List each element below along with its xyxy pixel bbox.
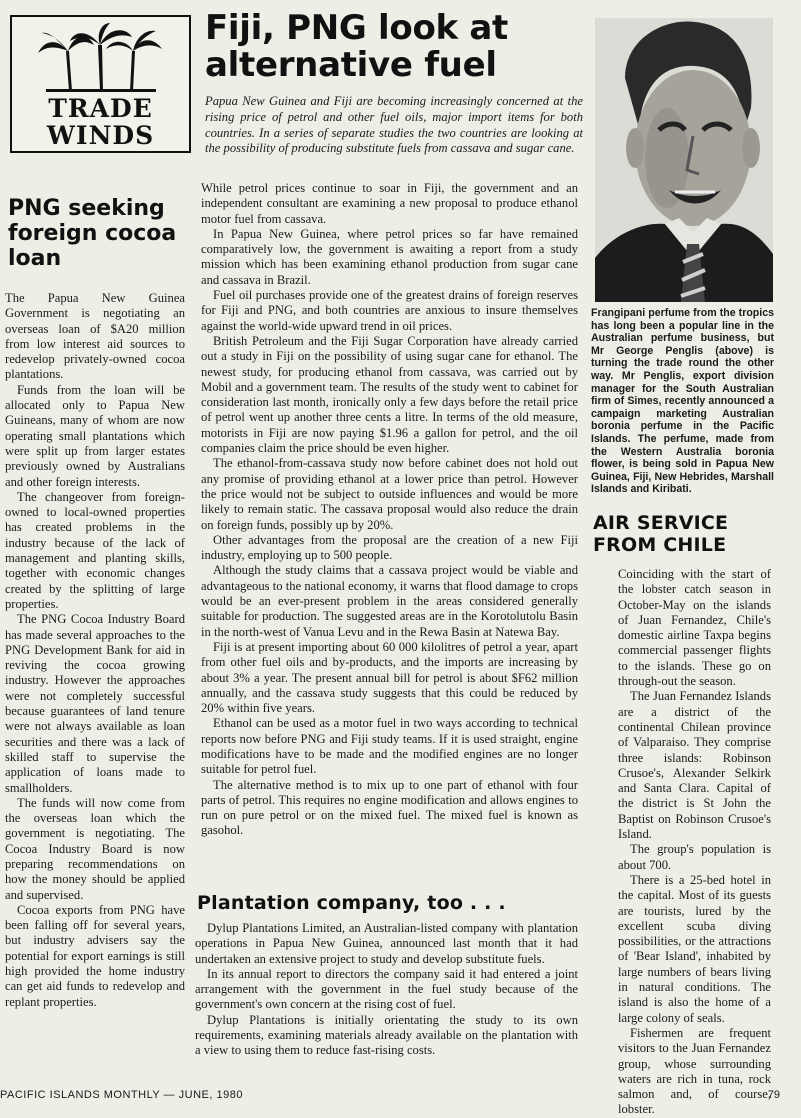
main-paragraph: While petrol prices continue to soar in Fiji, the government and an independent consultant are examining a new proposal to produce ethanol motor fuel from cassava. (201, 181, 578, 226)
trade-winds-logo (10, 15, 191, 153)
folio-line: PACIFIC ISLANDS MONTHLY — JUNE, 1980 (0, 1089, 243, 1101)
main-headline: Fiji, PNG look at alternative fuel (205, 8, 508, 85)
plantation-headline: Plantation company, too . . . (197, 892, 506, 914)
cocoa-article-body (5, 291, 185, 1078)
logo-line-2: WINDS (46, 121, 155, 150)
chile-paragraph: Coinciding with the start of the lobster catch season in October-May on the islands of Juan Fernandez, Chile's domestic airline Taxpa begins commercial passenger flights to the islands. These go on through-out the season. (618, 567, 771, 689)
plantation-paragraph: Dylup Plantations Limited, an Australian-listed company with plantation operations in Papua New Guinea, announced last month that it had undertaken an extensive project to study and develop substitute fuels. (195, 921, 578, 966)
main-paragraph: In Papua New Guinea, where petrol prices so far have remained comparatively low, the government is awaiting a report from a study mission which has been examining ethanol production from sugar cane and cassava in Brazil. (201, 226, 578, 287)
plantation-paragraph: Dylup Plantations is initially orientating the study to its own requirements, examining materials already available on the plantation with a view to using them to reduce fast-rising costs. (195, 1012, 578, 1058)
plantation-paragraph: In its annual report to directors the company said it had entered a joint arrangement with the government in the fuel study because of the government's own concern at the rising cost of fuel. (195, 966, 578, 1012)
portrait-photo (595, 18, 773, 302)
main-paragraph: The ethanol-from-cassava study now before cabinet does not hold out any promise of providing ethanol at a lower price than petrol. However the price would not be subject to outside influences and would be more likely to remain static. The cassava proposal would also reduce the drain on foreign funds, possibly up by 20%. (201, 456, 578, 532)
main-paragraph: Although the study claims that a cassava project would be viable and advantageous to the national economy, it warns that flood damage to crops would be an ever-present problem in the areas considered generally suitable for production. The suggested areas are in the Korotolutolu Basin in the north-west of Vanua Levu and in the Rewa Basin at Natewa Bay. (201, 563, 578, 639)
main-paragraph: Ethanol can be used as a motor fuel in two ways according to technical reports now before PNG and Fiji study teams. If it is used straight, engine modifications have to be made and the modified engines are no longer suitable for petrol fuel. (201, 716, 578, 777)
plantation-article-body (195, 921, 578, 1076)
cocoa-headline: PNG seeking foreign cocoa loan (8, 196, 177, 271)
photo-caption: Frangipani perfume from the tropics has long been a popular line in the Australian perfume business, but Mr George Penglis (above) is turning the trade round the other way. Mr Penglis, export division manager for the South Australian firm of Simes, recently announced a campaign marketing Australian boronia perfume in the Pacific Islands. The perfume, made from the Western Australia boronia flower, is being sold in Papua New Guinea, Fiji, New Hebrides, Marshall Islands and Kiribati. (591, 307, 774, 496)
palm-trees-icon (36, 23, 166, 93)
cocoa-paragraph: The changeover from foreign-owned to local-owned properties has created problems in the industry because of the lack of management and planting skills, together with economic changes created by the splitting of large properties. (5, 489, 185, 611)
cocoa-paragraph: The funds will now come from the overseas loan which the government is negotiating. The Cocoa Industry Board is now preparing recommendations on how the money should be applied and supervised. (5, 795, 185, 902)
cocoa-paragraph: The PNG Cocoa Industry Board has made several approaches to the PNG Development Bank for aid in reviving the cocoa growing industry. However the approaches were not completely successful because guarantees of land tenure were not always available as loan securities and there was a lack of skilled staff to supervise the application of loans made to smallholders. (5, 612, 185, 795)
chile-paragraph: The Juan Fernandez Islands are a district of the continental Chilean province of Valparaiso. They comprise three islands: Robinson Crusoe's, Alexander Selkirk and Santa Clara. Capital of the district is St John the Baptist on Robinson Crusoe's Island. (618, 689, 771, 842)
page-number: 79 (767, 1089, 780, 1101)
chile-paragraph: There is a 25-bed hotel in the capital. Most of its guests are tourists, lured by the excellent scuba diving possibilities, or the attractions of 'Bear Island', inhabited by large numbers of bears living in natural conditions. The island is also the home of a large colony of seals. (618, 872, 771, 1025)
chile-paragraph: The group's population is about 700. (618, 842, 771, 872)
main-paragraph: British Petroleum and the Fiji Sugar Corporation have already carried out a study in Fiji on the possibility of using sugar cane for ethanol. The newest study, for producing ethanol from cassava, was carried out by Mobil and a government team. The results of the study went to cabinet for consideration last month, ironically only a few days before the retail price of petrol went up another three cents a litre. In terms of the old measure, motorists in Fiji are now paying $1.96 a gallon for petrol, and the oil companies claim the price should be even higher. (201, 333, 578, 456)
chile-article-body (618, 567, 771, 1117)
chile-paragraph: Fishermen are frequent visitors to the Juan Fernandez group, whose surrounding waters are rich in tuna, rock salmon and, of course, lobster. (618, 1025, 771, 1117)
main-paragraph: Fiji is at present importing about 60 000 kilolitres of petrol a year, apart from other fuel oils and by-products, and the imports are increasing by about 3% a year. The present annual bill for petrol is about $F62 million annually, and the cassava study suggests that this could be reduced by 20% within five years. (201, 639, 578, 716)
cocoa-paragraph: Funds from the loan will be allocated only to Papua New Guineans, many of whom are now operating small plantations which were split up from larger estates previously owned by Australians and other foreign interests. (5, 382, 185, 489)
main-article-body (201, 181, 578, 891)
main-paragraph: Fuel oil purchases provide one of the greatest drains of foreign reserves for Fiji and PNG, and both countries are anxious to insure themselves against the world-wide upward trend in oil prices. (201, 288, 578, 333)
cocoa-paragraph: The Papua New Guinea Government is negotiating an overseas loan of $A20 million from low interest aid sources to redevelop privately-owned cocoa plantations. (5, 291, 185, 382)
main-paragraph: The alternative method is to mix up to one part of ethanol with four parts of petrol. This requires no engine modification and allows engines to run on pure petrol or on the mixed fuel. The mixed fuel is known as gasohol. (201, 777, 578, 838)
chile-headline: AIR SERVICE FROM CHILE (593, 512, 729, 556)
logo-line-1: TRADE (48, 94, 153, 123)
main-paragraph: Other advantages from the proposal are the creation of a new Fiji industry, employing up to 500 people. (201, 532, 578, 563)
portrait-figure-icon (595, 18, 773, 302)
main-standfirst: Papua New Guinea and Fiji are becoming increasingly concerned at the rising price of petrol and other fuel oils, major import items for both countries. In a series of separate studies the two countries are looking at the possibility of producing substitute fuels from cassava and sugar cane. (205, 94, 583, 156)
cocoa-paragraph: Cocoa exports from PNG have been falling off for several years, but industry advisers say the potential for export earnings is still high provided the home industry can get aid funds to redevelop and replant properties. (5, 902, 185, 1009)
